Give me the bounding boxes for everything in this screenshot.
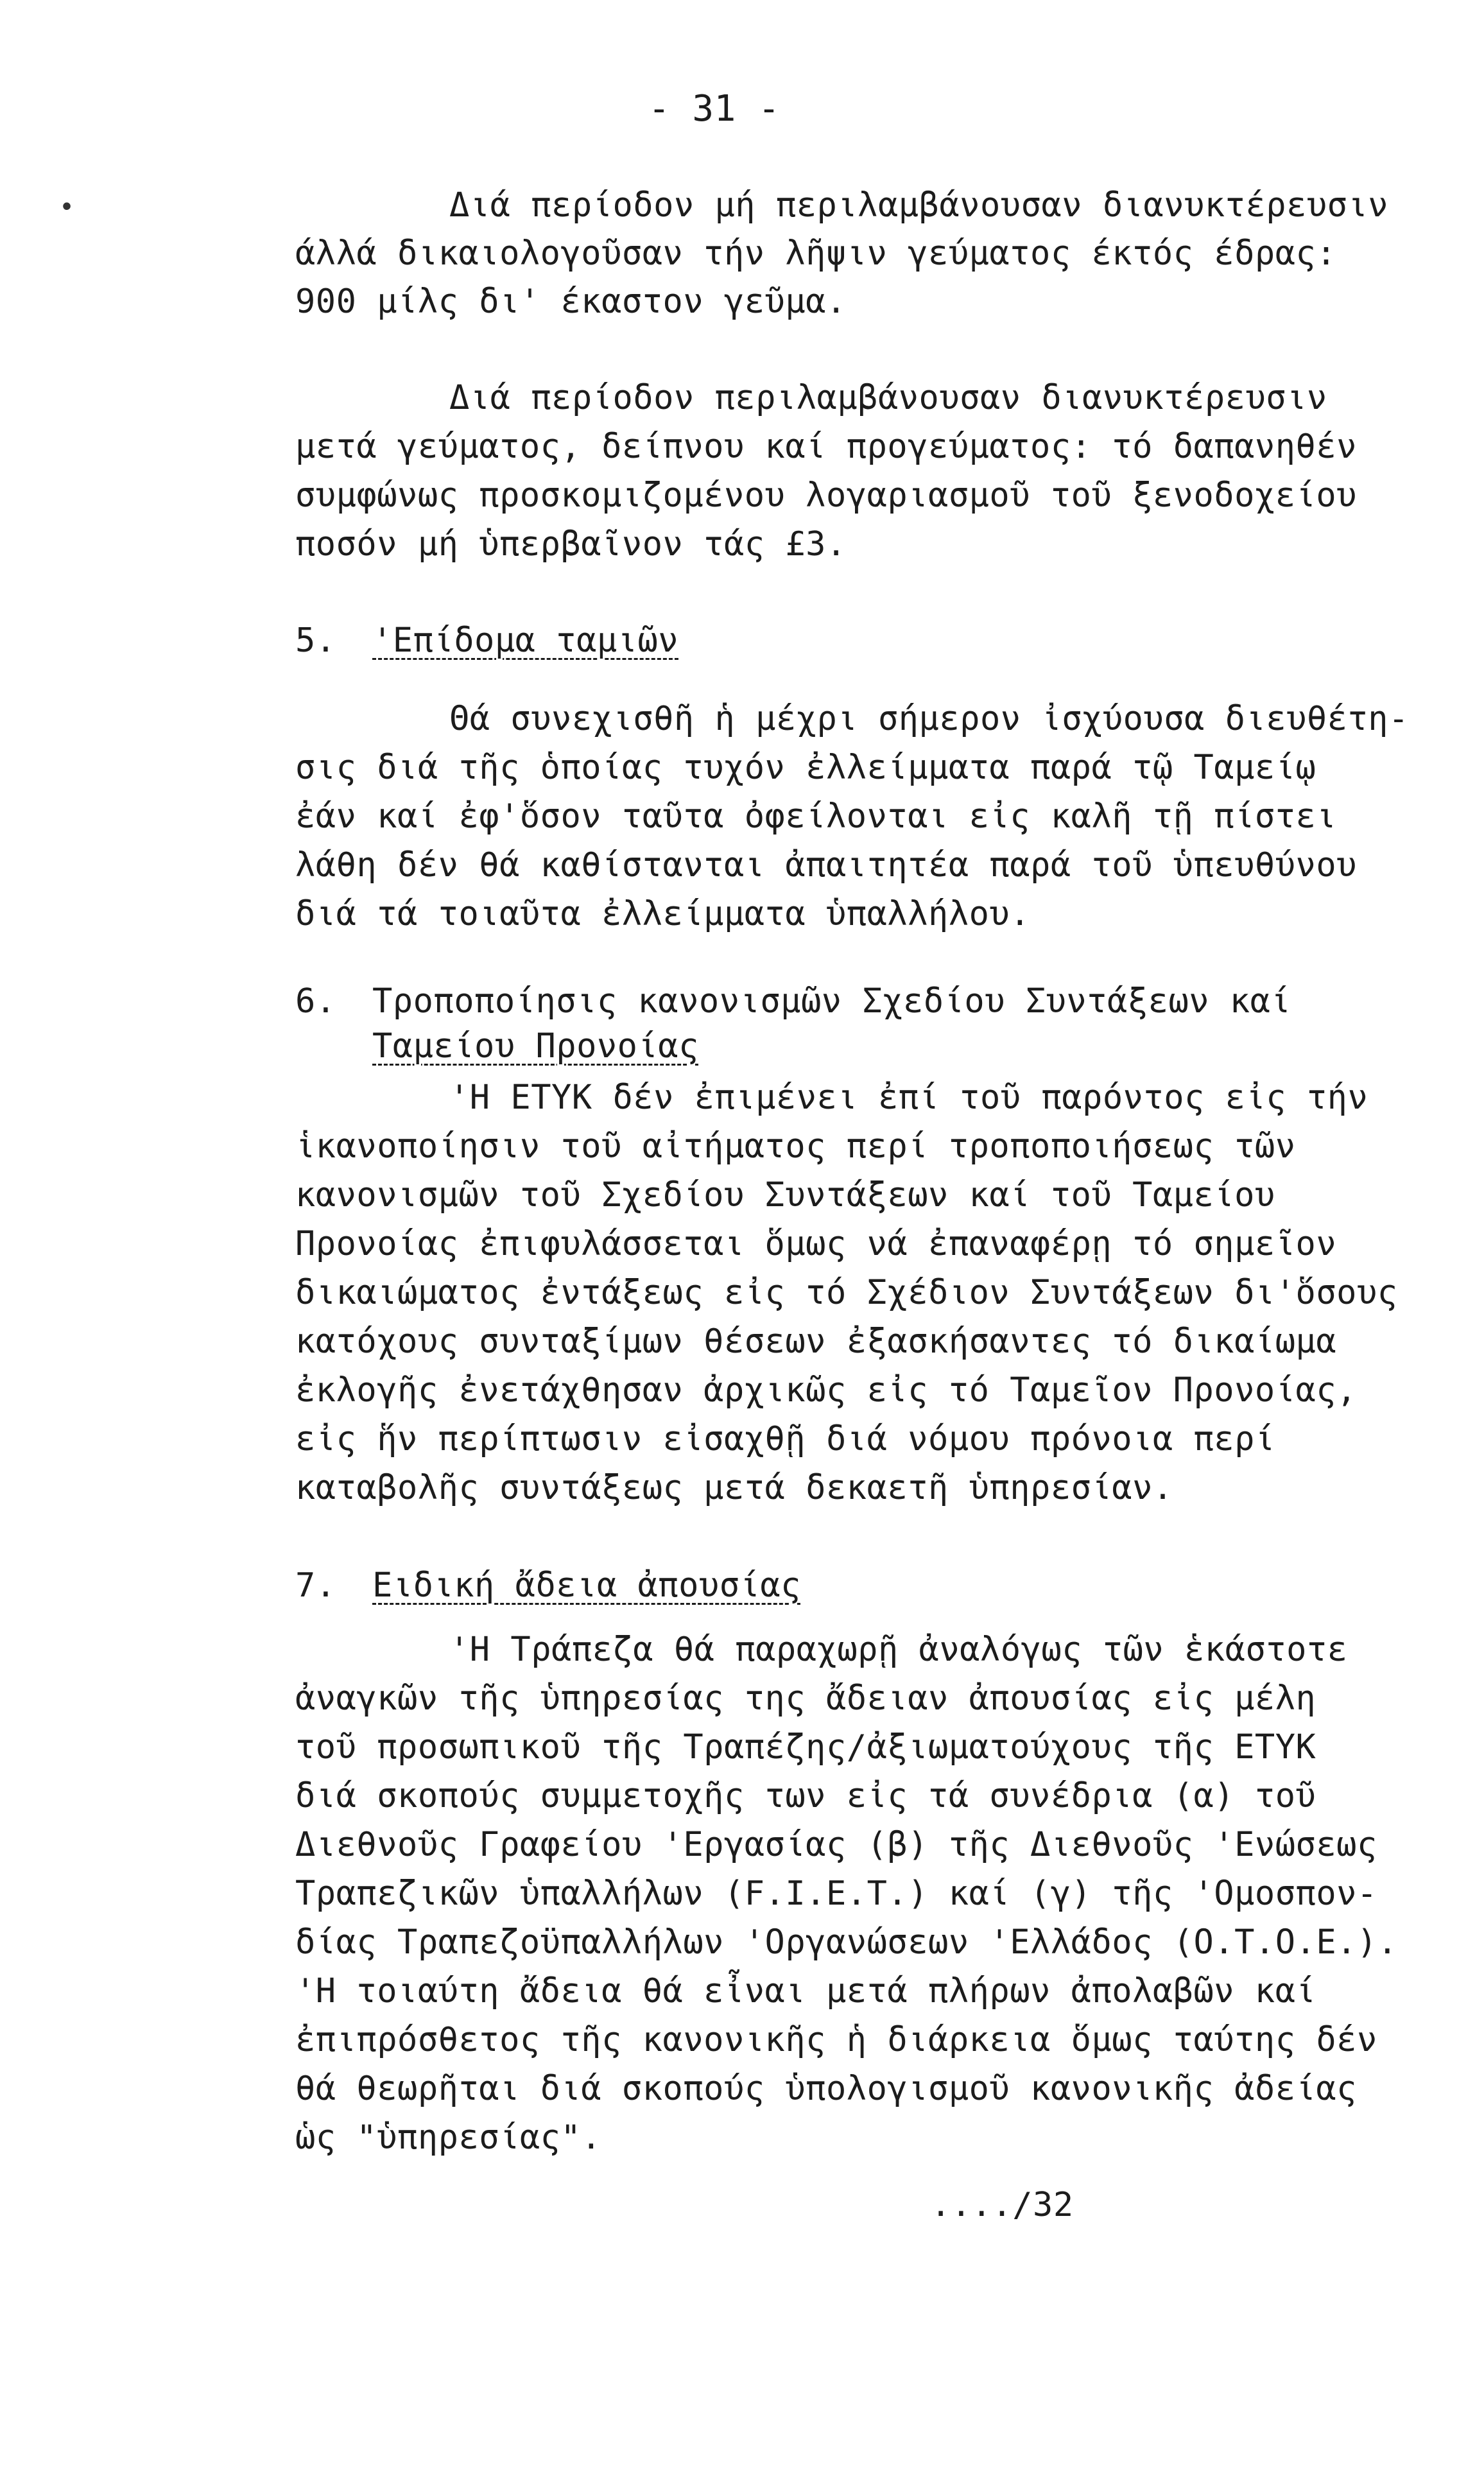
margin-bullet: • bbox=[59, 193, 75, 222]
section7-line: ἐπιπρόσθετος τῆς κανονικῆς ἡ διάρκεια ὅμως ταύτης δέν bbox=[295, 2021, 1377, 2059]
section7-line: τοῦ προσωπικοῦ τῆς Τραπέζης/ἀξιωματούχους τῆς ΕΤΥΚ bbox=[295, 1728, 1316, 1767]
section6-line: καταβολῆς συντάξεως μετά δεκαετῆ ὑπηρεσίαν. bbox=[295, 1469, 1173, 1507]
section7-line: 'Η τοιαύτη ἄδεια θά εἶναι μετά πλήρων ἀπολαβῶν καί bbox=[295, 1972, 1316, 2011]
section5-number: 5. bbox=[295, 621, 336, 660]
section6-line: ἐκλογῆς ἐνετάχθησαν ἀρχικῶς εἰς τό Ταμεῖον Προνοίας, bbox=[295, 1371, 1357, 1410]
para1-line: Διά περίοδον μή περιλαμβάνουσαν διανυκτέρευσιν bbox=[449, 186, 1389, 225]
section5-title: 'Επίδομα ταμιῶν bbox=[372, 621, 679, 660]
section7-line: διά σκοπούς συμμετοχῆς των εἰς τά συνέδρια (α) τοῦ bbox=[295, 1777, 1316, 1815]
section6-number: 6. bbox=[295, 982, 336, 1021]
section7-line: ὡς "ὑπηρεσίας". bbox=[295, 2118, 602, 2157]
section7-line: 'Η Τράπεζα θά παραχωρῇ ἀναλόγως τῶν ἑκάστοτε bbox=[449, 1630, 1348, 1669]
section7-line: ἀναγκῶν τῆς ὑπηρεσίας της ἄδειαν ἀπουσίας εἰς μέλη bbox=[295, 1679, 1316, 1718]
section7-line: θά θεωρῆται διά σκοπούς ὑπολογισμοῦ κανονικῆς ἀδείας bbox=[295, 2070, 1357, 2108]
section6-line: 'Η ΕΤΥΚ δέν ἐπιμένει ἐπί τοῦ παρόντος εἰς τήν bbox=[449, 1078, 1368, 1117]
section5-line: ἐάν καί ἐφ'ὅσον ταῦτα ὀφείλονται εἰς καλῆ τῇ πίστει bbox=[295, 797, 1337, 836]
section6-line: Προνοίας ἐπιφυλάσσεται ὅμως νά ἐπαναφέρῃ τό σημεῖον bbox=[295, 1225, 1337, 1263]
para2-line: συμφώνως προσκομιζομένου λογαριασμοῦ τοῦ ξενοδοχείου bbox=[295, 476, 1357, 515]
section5-line: διά τά τοιαῦτα ἐλλείμματα ὑπαλλήλου. bbox=[295, 895, 1031, 933]
para2-line: Διά περίοδον περιλαμβάνουσαν διανυκτέρευσιν bbox=[449, 379, 1327, 417]
section5-line: λάθη δέν θά καθίστανται ἀπαιτητέα παρά τοῦ ὑπευθύνου bbox=[295, 846, 1357, 885]
section6-line: κατόχους συνταξίμων θέσεων ἐξασκήσαντες τό δικαίωμα bbox=[295, 1322, 1337, 1361]
para2-line: ποσόν μή ὑπερβαῖνον τάς £3. bbox=[295, 525, 847, 564]
para2-line: μετά γεύματος, δείπνου καί προγεύματος: τό δαπανηθέν bbox=[295, 428, 1357, 466]
para1-line: άλλά δικαιολογοῦσαν τήν λῆψιν γεύματος έκτός έδρας: bbox=[295, 234, 1337, 273]
section6-line: δικαιώματος ἐντάξεως εἰς τό Σχέδιον Συντάξεων δι'ὅσους bbox=[295, 1274, 1398, 1312]
continuation-marker: ..../32 bbox=[931, 2186, 1074, 2224]
section7-number: 7. bbox=[295, 1566, 336, 1605]
section6-title: Ταμείου Προνοίας bbox=[372, 1027, 699, 1066]
section5-line: σις διά τῆς ὁποίας τυχόν ἐλλείμματα παρά τῷ Ταμείῳ bbox=[295, 748, 1316, 787]
para1-line: 900 μίλς δι' έκαστον γεῦμα. bbox=[295, 282, 847, 321]
section6-title: Τροποποίησις κανονισμῶν Σχεδίου Συντάξεων καί bbox=[372, 982, 1291, 1021]
section7-line: Διεθνοῦς Γραφείου 'Εργασίας (β) τῆς Διεθνοῦς 'Ενώσεως bbox=[295, 1826, 1377, 1864]
section7-title: Ειδική ἄδεια ἀπουσίας bbox=[372, 1566, 801, 1605]
page-number: - 31 - bbox=[648, 88, 781, 130]
section5-line: Θά συνεχισθῆ ἡ μέχρι σήμερον ἰσχύουσα διευθέτη- bbox=[449, 700, 1409, 738]
section6-line: εἰς ἥν περίπτωσιν εἰσαχθῇ διά νόμου πρόνοια περί bbox=[295, 1420, 1275, 1458]
section6-line: ἱκανοποίησιν τοῦ αἰτήματος περί τροποποιήσεως τῶν bbox=[295, 1127, 1296, 1166]
section6-line: κανονισμῶν τοῦ Σχεδίου Συντάξεων καί τοῦ Ταμείου bbox=[295, 1176, 1275, 1215]
section7-line: δίας Τραπεζοϋπαλλήλων 'Οργανώσεων 'Ελλάδος (Ο.Τ.Ο.Ε.). bbox=[295, 1923, 1398, 1962]
section7-line: Τραπεζικῶν ὑπαλλήλων (F.I.E.T.) καί (γ) τῆς 'Ομοσπον- bbox=[295, 1874, 1377, 1913]
